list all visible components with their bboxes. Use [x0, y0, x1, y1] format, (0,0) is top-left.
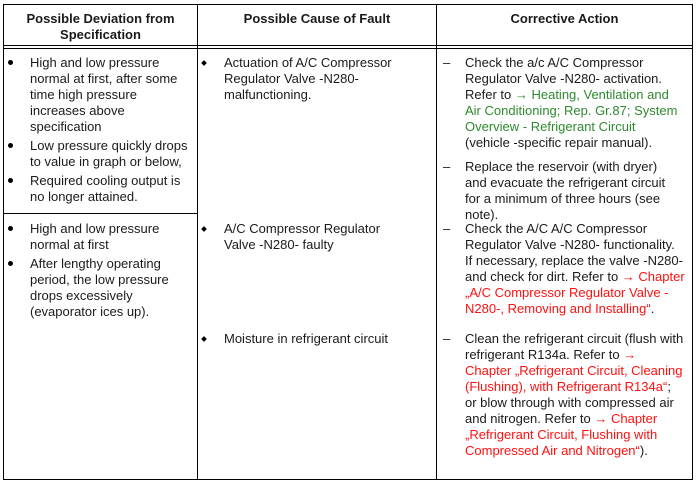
dash-marker: – [443, 331, 451, 346]
dash-marker: – [443, 159, 451, 174]
bullet-icon [8, 55, 13, 71]
deviation-group-2 [4, 221, 194, 323]
link-flushing-compressed-air-chapter[interactable]: → Chapter „Refrigerant Circuit, Flushing with Compressed Air and Nitrogen“ [465, 411, 658, 458]
bullet-icon [8, 173, 13, 189]
header-divider [4, 48, 692, 49]
action-3 [437, 221, 685, 320]
link-cleaning-flushing-chapter[interactable]: → Chapter „Refrigerant Circuit, Cleaning (Flushing), with Refrigerant R134a“ [465, 347, 683, 394]
header-deviation: Possible Deviation from Specification [26, 11, 175, 42]
list-item: Moisture in refrigerant circuit [198, 331, 428, 347]
action-2 [437, 159, 682, 226]
header-action: Corrective Action [510, 11, 619, 26]
diamond-bullet-icon [202, 331, 206, 347]
deviation-group-1 [4, 55, 194, 208]
cause-3 [198, 331, 428, 350]
list-item: After lengthy operating period, the low pressure drops excessively (evaporator ices up). [4, 256, 194, 320]
list-item: – Check the A/C A/C Compressor Regulator Valve -N280- functionality. If necessary, replace the valve -N280- and check for dirt. Refer to → Chapter „A/C Compressor Regulator Valve -N280-, Removing and Installing“. [443, 221, 685, 316]
action-1 [437, 55, 682, 154]
bullet-icon [8, 138, 13, 154]
list-item: High and low pressure normal at first [4, 221, 194, 253]
cause-1 [198, 55, 398, 106]
link-regulator-valve-chapter[interactable]: → Chapter „A/C Compressor Regulator Valve -N280-, Removing and Installing“ [465, 269, 685, 316]
cause-2 [198, 221, 398, 256]
list-item: Low pressure quickly drops to value in graph or below, [4, 138, 194, 170]
row-divider [4, 213, 197, 214]
action-4 [437, 331, 685, 462]
list-item: Required cooling output is no longer attained. [4, 173, 194, 205]
dash-marker: – [443, 221, 451, 236]
list-item: – Replace the reservoir (with dryer) and evacuate the refrigerant circuit for a minimum of three hours (see note). [443, 159, 666, 222]
link-system-overview[interactable]: → Heating, Ventilation and Air Conditioning; Rep. Gr.87; System Overview - Refrigerant Circuit [465, 87, 678, 134]
bullet-icon [8, 256, 13, 272]
header-cause: Possible Cause of Fault [243, 11, 391, 26]
dash-marker: – [443, 55, 451, 70]
bullet-icon [8, 221, 13, 237]
list-item: – Check the a/c A/C Compressor Regulator Valve -N280- activation. Refer to → Heating, Ventilation and Air Conditioning; Rep. Gr.87; System Overview - Refrigerant Circuit (vehicle -specific repair manual). [443, 55, 678, 150]
fault-diagnosis-table [3, 4, 693, 480]
list-item: A/C Compressor Regulator Valve -N280- faulty [198, 221, 398, 253]
diamond-bullet-icon [202, 221, 206, 237]
list-item: – Clean the refrigerant circuit (flush with refrigerant R134a. Refer to → Chapter „Refrigerant Circuit, Cleaning (Flushing), with Refrigerant R134a“; or blow through with compressed air and nitrogen. Refer to → Chapter „Refrigerant Circuit, Flushing with Compressed Air and Nitrogen“). [443, 331, 684, 458]
list-item: Actuation of A/C Compressor Regulator Valve -N280- malfunctioning. [198, 55, 398, 103]
list-item: High and low pressure normal at first, after some time high pressure increases above specification [4, 55, 194, 135]
diamond-bullet-icon [202, 55, 206, 71]
